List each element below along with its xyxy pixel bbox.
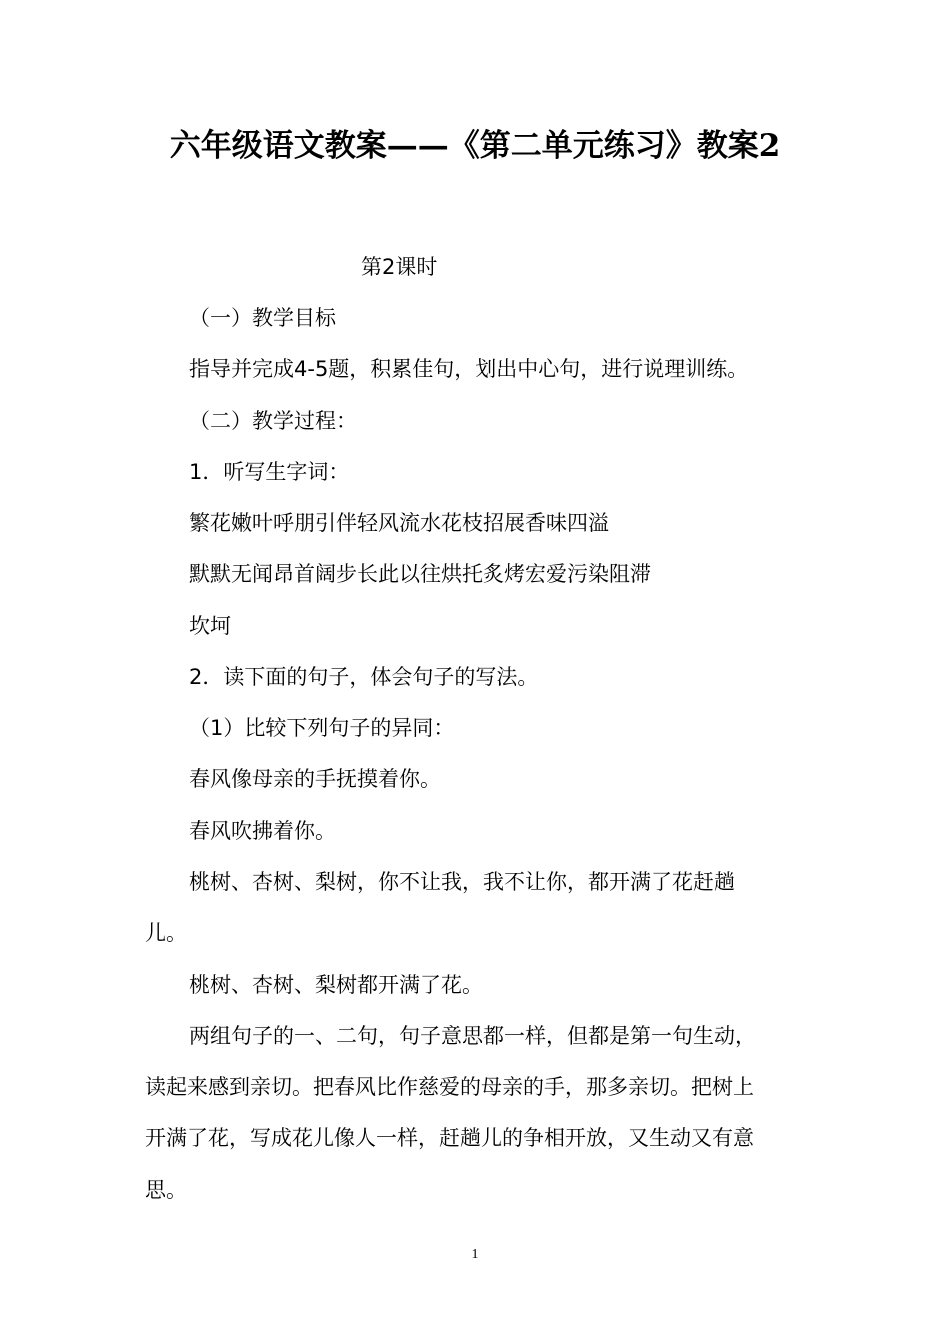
paragraph-line: 思。 (145, 1178, 187, 1202)
paragraph-line: 1．听写生字词： (189, 460, 350, 484)
paragraph-line: 指导并完成4-5题，积累佳句，划出中心句，进行说理训练。 (189, 357, 749, 381)
paragraph-line: 坎坷 (189, 614, 231, 638)
paragraph-line: 春风像母亲的手抚摸着你。 (189, 767, 441, 791)
paragraph-line: （二）教学过程： (189, 409, 357, 433)
paragraph-line: 繁花嫩叶呼朋引伴轻风流水花枝招展香味四溢 (189, 511, 609, 535)
paragraph-line: 两组句子的一、二句，句子意思都一样，但都是第一句生动， (189, 1024, 756, 1048)
page-number: 1 (471, 1247, 479, 1262)
paragraph-line: 默默无闻昂首阔步长此以往烘托炙烤宏爱污染阻滞 (189, 562, 651, 586)
document-title: 六年级语文教案——《第二单元练习》教案2 (169, 128, 781, 164)
paragraph-line: 读起来感到亲切。把春风比作慈爱的母亲的手，那多亲切。把树上 (145, 1075, 754, 1099)
paragraph-line: 桃树、杏树、梨树都开满了花。 (189, 973, 483, 997)
paragraph-line: 儿。 (145, 921, 187, 945)
paragraph-line: 桃树、杏树、梨树，你不让我，我不让你，都开满了花赶趟 (189, 870, 735, 894)
paragraph-line: 2．读下面的句子，体会句子的写法。 (189, 665, 539, 689)
paragraph-line: （一）教学目标 (189, 306, 336, 330)
paragraph-line: （1）比较下列句子的异同： (189, 716, 455, 740)
lesson-heading: 第2课时 (361, 255, 438, 279)
paragraph-line: 春风吹拂着你。 (189, 819, 336, 843)
paragraph-line: 开满了花，写成花儿像人一样，赶趟儿的争相开放，又生动又有意 (145, 1126, 754, 1150)
